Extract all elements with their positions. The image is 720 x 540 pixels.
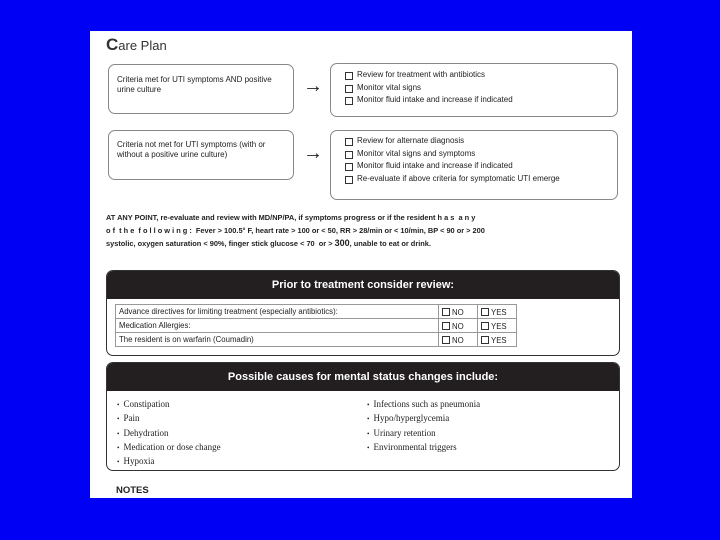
action-item[interactable] <box>345 82 609 95</box>
criteria-met-box <box>108 64 294 114</box>
criteria-not-met-text: Criteria not met for UTI symptoms (with or without a positive urine culture) <box>117 140 266 159</box>
table-row <box>116 305 517 319</box>
alert-line-2: o f t h e f o l l o w i n g : Fever > 100.5° F, heart rate > 100 or < 50, RR > 28/min or < 10/min, BP < 90 or > 200 <box>106 225 485 235</box>
action-label: Monitor fluid intake and increase if indicated <box>357 95 513 104</box>
no-label: NO <box>452 335 464 345</box>
action-label: Review for treatment with antibiotics <box>357 70 486 79</box>
review-panel <box>106 270 620 356</box>
list-item: • Medication or dose change <box>117 441 367 455</box>
alert-line-3-end: , unable to eat or drink. <box>349 239 431 248</box>
checkbox-icon[interactable] <box>481 336 489 344</box>
yes-label: YES <box>491 321 507 331</box>
list-item: • Hypo/hyperglycemia <box>367 412 607 426</box>
action-label: Monitor vital signs <box>357 82 422 92</box>
yes-option[interactable] <box>478 305 517 319</box>
causes-panel-heading: Possible causes for mental status changes include: <box>107 363 619 391</box>
action-item[interactable] <box>345 135 609 148</box>
action-label: Review for alternate diagnosis <box>357 136 465 145</box>
checkbox-icon[interactable] <box>345 97 353 105</box>
review-panel-heading: Prior to treatment consider review: <box>107 271 619 299</box>
action-item[interactable] <box>345 69 609 82</box>
review-table <box>115 304 517 347</box>
right-arrow-icon: → <box>303 142 323 164</box>
checkbox-icon[interactable] <box>345 151 353 159</box>
checkbox-icon[interactable] <box>481 308 489 316</box>
review-question: Advance directives for limiting treatment (especially antibiotics): <box>116 305 439 319</box>
list-item: • Infections such as pneumonia <box>367 398 607 412</box>
title-initial: C <box>106 35 119 54</box>
list-item: • Pain <box>117 412 367 426</box>
no-option[interactable] <box>439 319 478 333</box>
title-rest: are Plan <box>118 38 167 53</box>
list-item: • Constipation <box>117 398 367 412</box>
criteria-met-text: Criteria met for UTI symptoms AND positive urine culture <box>117 75 272 94</box>
yes-option[interactable] <box>478 319 517 333</box>
re-evaluate-alert <box>106 212 622 251</box>
table-row <box>116 333 517 347</box>
page-title <box>106 35 167 55</box>
no-option[interactable] <box>439 333 478 347</box>
yes-option[interactable] <box>478 333 517 347</box>
review-question: The resident is on warfarin (Coumadin) <box>116 333 439 347</box>
action-label: Monitor fluid intake and increase if indicated <box>357 161 513 170</box>
causes-list <box>107 391 619 469</box>
action-item[interactable] <box>345 160 609 173</box>
notes-label: NOTES <box>116 485 149 496</box>
criteria-not-met-box <box>108 130 294 180</box>
alert-line-1: AT ANY POINT, re-evaluate and review with MD/NP/PA, if symptoms progress or if the resident h a s a n y <box>106 213 476 222</box>
review-question: Medication Allergies: <box>116 319 439 333</box>
right-arrow-icon: → <box>303 75 323 97</box>
causes-panel <box>106 362 620 471</box>
list-item: • Hypoxia <box>117 455 367 469</box>
checkbox-icon[interactable] <box>345 176 353 184</box>
action-item[interactable] <box>345 94 609 107</box>
list-item: • Environmental triggers <box>367 441 607 455</box>
yes-label: YES <box>491 307 507 317</box>
yes-label: YES <box>491 335 507 345</box>
criteria-met-actions <box>330 63 618 117</box>
checkbox-icon[interactable] <box>345 138 353 146</box>
checkbox-icon[interactable] <box>345 85 353 93</box>
no-label: NO <box>452 321 464 331</box>
checkbox-icon[interactable] <box>442 308 450 316</box>
action-label: Re-evaluate if above criteria for symptomatic UTI emerge <box>357 173 560 183</box>
alert-line-3 <box>106 237 622 251</box>
alert-line-3-text: systolic, oxygen saturation < 90%, finger stick glucose < 70 or > <box>106 239 335 248</box>
list-item: • Urinary retention <box>367 427 607 441</box>
no-label: NO <box>452 307 464 317</box>
checkbox-icon[interactable] <box>481 322 489 330</box>
care-plan-sheet <box>90 31 632 498</box>
checkbox-icon[interactable] <box>442 322 450 330</box>
alert-glucose-value: 300 <box>334 238 350 248</box>
criteria-not-met-actions <box>330 130 618 200</box>
checkbox-icon[interactable] <box>345 72 353 80</box>
action-item[interactable] <box>345 148 609 161</box>
table-row <box>116 319 517 333</box>
list-item: • Dehydration <box>117 427 367 441</box>
action-item[interactable] <box>345 173 565 184</box>
checkbox-icon[interactable] <box>442 336 450 344</box>
checkbox-icon[interactable] <box>345 163 353 171</box>
action-label: Monitor vital signs and symptoms <box>357 148 476 158</box>
no-option[interactable] <box>439 305 478 319</box>
